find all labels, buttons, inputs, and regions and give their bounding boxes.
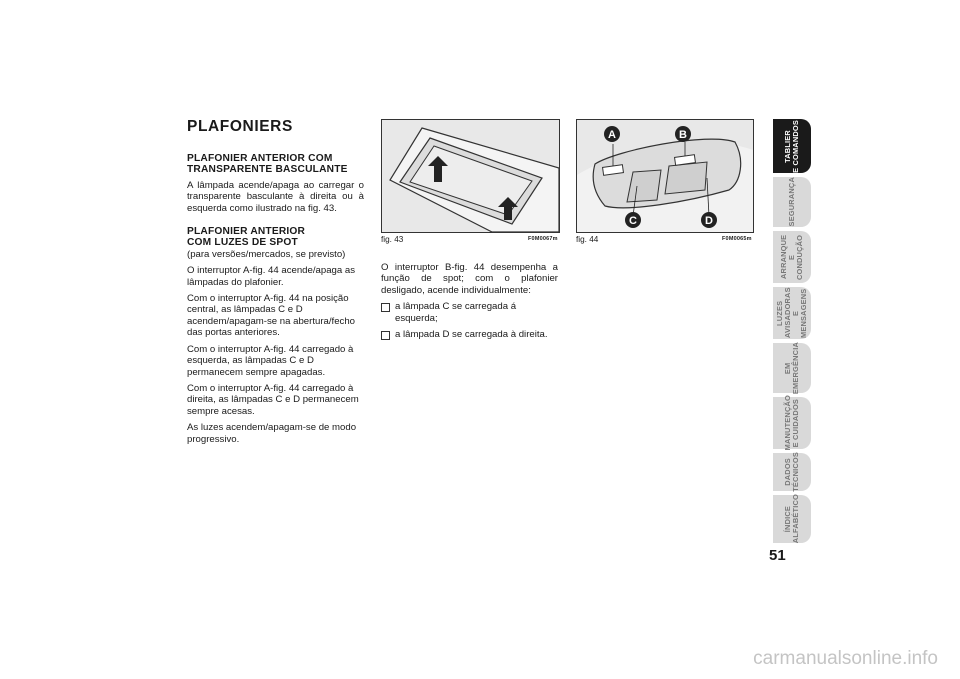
paragraph: O interruptor B-fig. 44 desempenha a função de spot; com o plafonier desligado, acende individualmente:	[381, 262, 558, 296]
fig44-caption: fig. 44	[576, 235, 599, 244]
tab-seguranca[interactable]: SEGURANÇA	[773, 177, 811, 227]
spot-light-illustration	[577, 120, 753, 232]
tab-em-emergencia[interactable]: EM EMERGÊNCIA	[773, 343, 811, 393]
checkbox-bullet-icon	[381, 303, 390, 312]
checkbox-bullet-icon	[381, 331, 390, 340]
figure-43	[381, 119, 560, 233]
paragraph: (para versões/mercados, se previsto)	[187, 248, 346, 260]
fig43-caption: fig. 43	[381, 235, 404, 244]
tab-manutencao-e-cuidados[interactable]: MANUTENÇÃO E CUIDADOS	[773, 397, 811, 449]
tab-indice-alfabetico[interactable]: ÍNDICE ALFABÉTICO	[773, 495, 811, 543]
paragraph: O interruptor A-fig. 44 acende/apaga as lâmpadas do plafonier.	[187, 265, 355, 288]
middle-column	[381, 262, 558, 340]
tab-tablier-e-comandos[interactable]: TABLIER E COMANDOS	[773, 119, 811, 173]
tab-dados-tecnicos[interactable]: DADOS TÉCNICOS	[773, 453, 811, 491]
figure-44	[576, 119, 754, 233]
tab-luzes-avisadoras[interactable]: LUZES AVISADORAS E MENSAGENS	[773, 287, 811, 339]
label-b: B	[679, 129, 687, 141]
list-item: a lâmpada D se carregada à direita.	[381, 329, 558, 340]
page-title: PLAFONIERS	[187, 118, 293, 135]
paragraph: Com o interruptor A-fig. 44 carregado à direita, as lâmpadas C e D permanecem sempre acesas.	[187, 382, 359, 417]
tab-arranque-e-conducao[interactable]: ARRANQUE E CONDUÇÃO	[773, 231, 811, 283]
fig43-code: F0M0067m	[528, 236, 558, 242]
left-column	[187, 153, 364, 450]
paragraph: A lâmpada acende/apaga ao carregar o transparente basculante à direita ou à esquerda como ilustrado na fig. 43.	[187, 179, 364, 214]
label-d: D	[705, 215, 713, 227]
paragraph: Com o interruptor A-fig. 44 na posição central, as lâmpadas C e D acendem/apagam-se na abertura/fecho das portas anteriores.	[187, 293, 355, 339]
paragraph: Com o interruptor A-fig. 44 carregado à esquerda, as lâmpadas C e D permanecem sempre apagadas.	[187, 343, 354, 378]
watermark: carmanualsonline.info	[753, 648, 938, 669]
page-number: 51	[769, 547, 786, 564]
fig44-code: F0M0065m	[722, 236, 752, 242]
dome-light-illustration	[382, 120, 559, 232]
paragraph: As luzes acendem/apagam-se de modo progressivo.	[187, 422, 357, 445]
label-a: A	[608, 129, 616, 141]
section-heading-basculante: PLAFONIER ANTERIOR COM TRANSPARENTE BASCULANTE	[187, 153, 348, 176]
section-heading-spot: PLAFONIER ANTERIOR COM LUZES DE SPOT	[187, 226, 306, 249]
label-c: C	[629, 215, 637, 227]
list-item: a lâmpada C se carregada á esquerda;	[381, 301, 558, 324]
